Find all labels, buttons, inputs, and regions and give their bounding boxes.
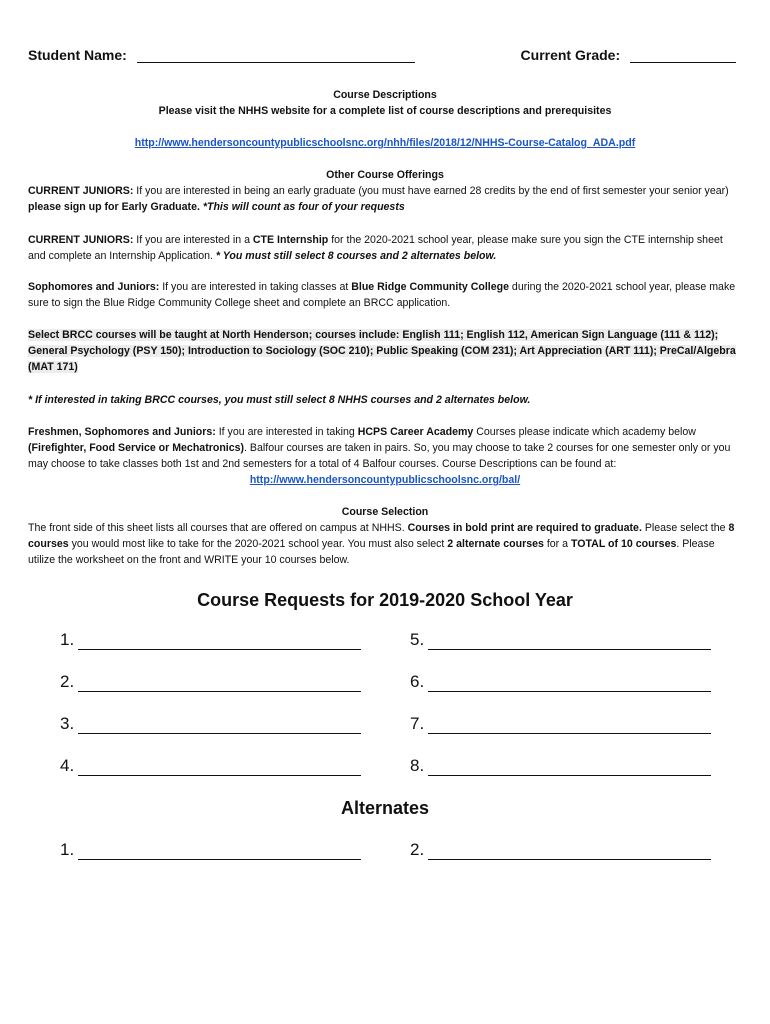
selection-bold-3: 2 alternate courses xyxy=(447,538,544,550)
request-slot xyxy=(410,756,711,776)
request-field-1[interactable] xyxy=(78,631,361,650)
cte-note: * You must still select 8 courses and 2 alternates below. xyxy=(215,250,497,262)
alternate-slot xyxy=(60,840,361,860)
request-slot xyxy=(410,630,711,650)
request-slot xyxy=(60,672,361,692)
slot-number: 2. xyxy=(60,672,75,691)
other-offerings-heading: Other Course Offerings xyxy=(326,169,444,181)
academy-bold-2: (Firefighter, Food Service or Mechatronics) xyxy=(28,442,245,454)
selection-bold-1: Courses in bold print are required to graduate. xyxy=(407,522,642,534)
brcc-text-2: during the 2020-2021 school year, please make sure to sign the Blue Ridge Community College sheet and complete an BRCC application. xyxy=(28,281,736,309)
brcc-courses-paragraph xyxy=(28,327,742,375)
course-requests-title: Course Requests for 2019-2020 School Year xyxy=(197,590,573,610)
brcc-note: * If interested in taking BRCC courses, you must still select 8 NHHS courses and 2 alternates below. xyxy=(28,394,531,406)
academy-text-1: If you are interested in taking xyxy=(215,426,358,438)
academy-text-2: Courses please indicate which academy below xyxy=(473,426,696,438)
course-selection-heading-row xyxy=(28,504,742,520)
slot-number: 4. xyxy=(60,756,75,775)
request-slot xyxy=(60,756,361,776)
student-name-field[interactable] xyxy=(137,48,415,63)
brcc-paragraph xyxy=(28,279,742,311)
request-field-6[interactable] xyxy=(428,673,711,692)
sophomores-juniors-lead: Sophomores and Juniors: xyxy=(28,281,160,293)
slot-number: 2. xyxy=(410,840,425,859)
request-slot xyxy=(60,630,361,650)
form-header xyxy=(28,47,736,63)
request-slot xyxy=(60,714,361,734)
brcc-courses-list: Select BRCC courses will be taught at North Henderson; courses include: English 111; English 112, American Sign Language (111 & 112); General Psychology (PSY 150); Introduction to Sociology (SOC 210); Public Speaking (COM 231); Art Appreciation (ART 111); PreCal/Algebra (MAT 171) xyxy=(28,329,736,373)
request-field-5[interactable] xyxy=(428,631,711,650)
slot-number: 6. xyxy=(410,672,425,691)
alternate-slot xyxy=(410,840,711,860)
selection-text-1: The front side of this sheet lists all courses that are offered on campus at NHHS. xyxy=(28,522,408,534)
selection-bold-2: 8 courses xyxy=(28,522,735,550)
career-academy-paragraph xyxy=(28,424,742,488)
alternates-title: Alternates xyxy=(340,798,430,818)
early-graduate-bold: please sign up for Early Graduate. xyxy=(28,201,200,213)
early-graduate-paragraph xyxy=(28,183,742,215)
slot-number: 7. xyxy=(410,714,425,733)
slot-number: 1. xyxy=(60,630,75,649)
brcc-note-paragraph xyxy=(28,392,742,408)
early-graduate-text: If you are interested in being an early graduate (you must have earned 28 credits by the end of first semester your senior year) xyxy=(133,185,729,197)
course-selection-heading: Course Selection xyxy=(341,506,429,518)
slot-number: 5. xyxy=(410,630,425,649)
brcc-bold: Blue Ridge Community College xyxy=(351,281,509,293)
slot-number: 3. xyxy=(60,714,75,733)
request-field-8[interactable] xyxy=(428,757,711,776)
course-descriptions-heading: Course Descriptions xyxy=(333,89,437,101)
cte-text-1: If you are interested in a xyxy=(133,234,253,246)
alternate-field-1[interactable] xyxy=(78,841,361,860)
balfour-link[interactable]: http://www.hendersoncountypublicschoolsnc.org/bal/ xyxy=(249,474,521,486)
cte-internship-bold: CTE Internship xyxy=(252,234,329,246)
current-grade-field[interactable] xyxy=(630,48,736,63)
alternate-field-2[interactable] xyxy=(428,841,711,860)
slot-number: 1. xyxy=(60,840,75,859)
request-slot xyxy=(410,714,711,734)
other-offerings-heading-row xyxy=(28,167,742,183)
course-descriptions-subheading: Please visit the NHHS website for a complete list of course descriptions and prerequisites xyxy=(158,105,612,117)
request-field-3[interactable] xyxy=(78,715,361,734)
early-graduate-note: *This will count as four of your requests xyxy=(199,201,405,213)
academy-lead: Freshmen, Sophomores and Juniors: xyxy=(28,426,216,438)
course-catalog-link[interactable]: http://www.hendersoncountypublicschoolsnc.org/nhh/files/2018/12/NHHS-Course-Catalog_ADA.pdf xyxy=(134,137,636,149)
brcc-text-1: If you are interested in taking classes at xyxy=(159,281,352,293)
cte-internship-paragraph xyxy=(28,232,742,264)
academy-bold-1: HCPS Career Academy xyxy=(357,426,474,438)
selection-text-3: you would most like to take for the 2020-2021 school year. You must also select xyxy=(68,538,448,550)
juniors-lead: CURRENT JUNIORS: xyxy=(28,185,134,197)
request-field-2[interactable] xyxy=(78,673,361,692)
student-name-row xyxy=(28,47,415,63)
course-descriptions-section xyxy=(28,87,742,119)
request-slot xyxy=(410,672,711,692)
academy-text-3: . Balfour courses are taken in pairs. So, you may choose to take 2 courses for one semester only or you may choose to take classes both 1st and 2nd semesters for a total of 4 Balfour courses. Course Descriptions can be found at: xyxy=(28,442,731,470)
current-grade-row xyxy=(521,47,736,63)
catalog-link-row xyxy=(28,135,742,151)
slot-number: 8. xyxy=(410,756,425,775)
request-field-7[interactable] xyxy=(428,715,711,734)
selection-text-5: . Please utilize the worksheet on the front and WRITE your 10 courses below. xyxy=(28,538,715,566)
cte-text-2: for the 2020-2021 school year, please make sure you sign the CTE internship sheet and complete an Internship Application. xyxy=(28,234,723,262)
request-field-4[interactable] xyxy=(78,757,361,776)
selection-text-2: Please select the xyxy=(641,522,729,534)
juniors-lead: CURRENT JUNIORS: xyxy=(28,234,134,246)
selection-text-4: for a xyxy=(543,538,571,550)
current-grade-label: Current Grade: xyxy=(520,47,621,63)
student-name-label: Student Name: xyxy=(28,47,127,63)
course-selection-paragraph xyxy=(28,520,742,568)
selection-bold-4: TOTAL of 10 courses xyxy=(570,538,677,550)
